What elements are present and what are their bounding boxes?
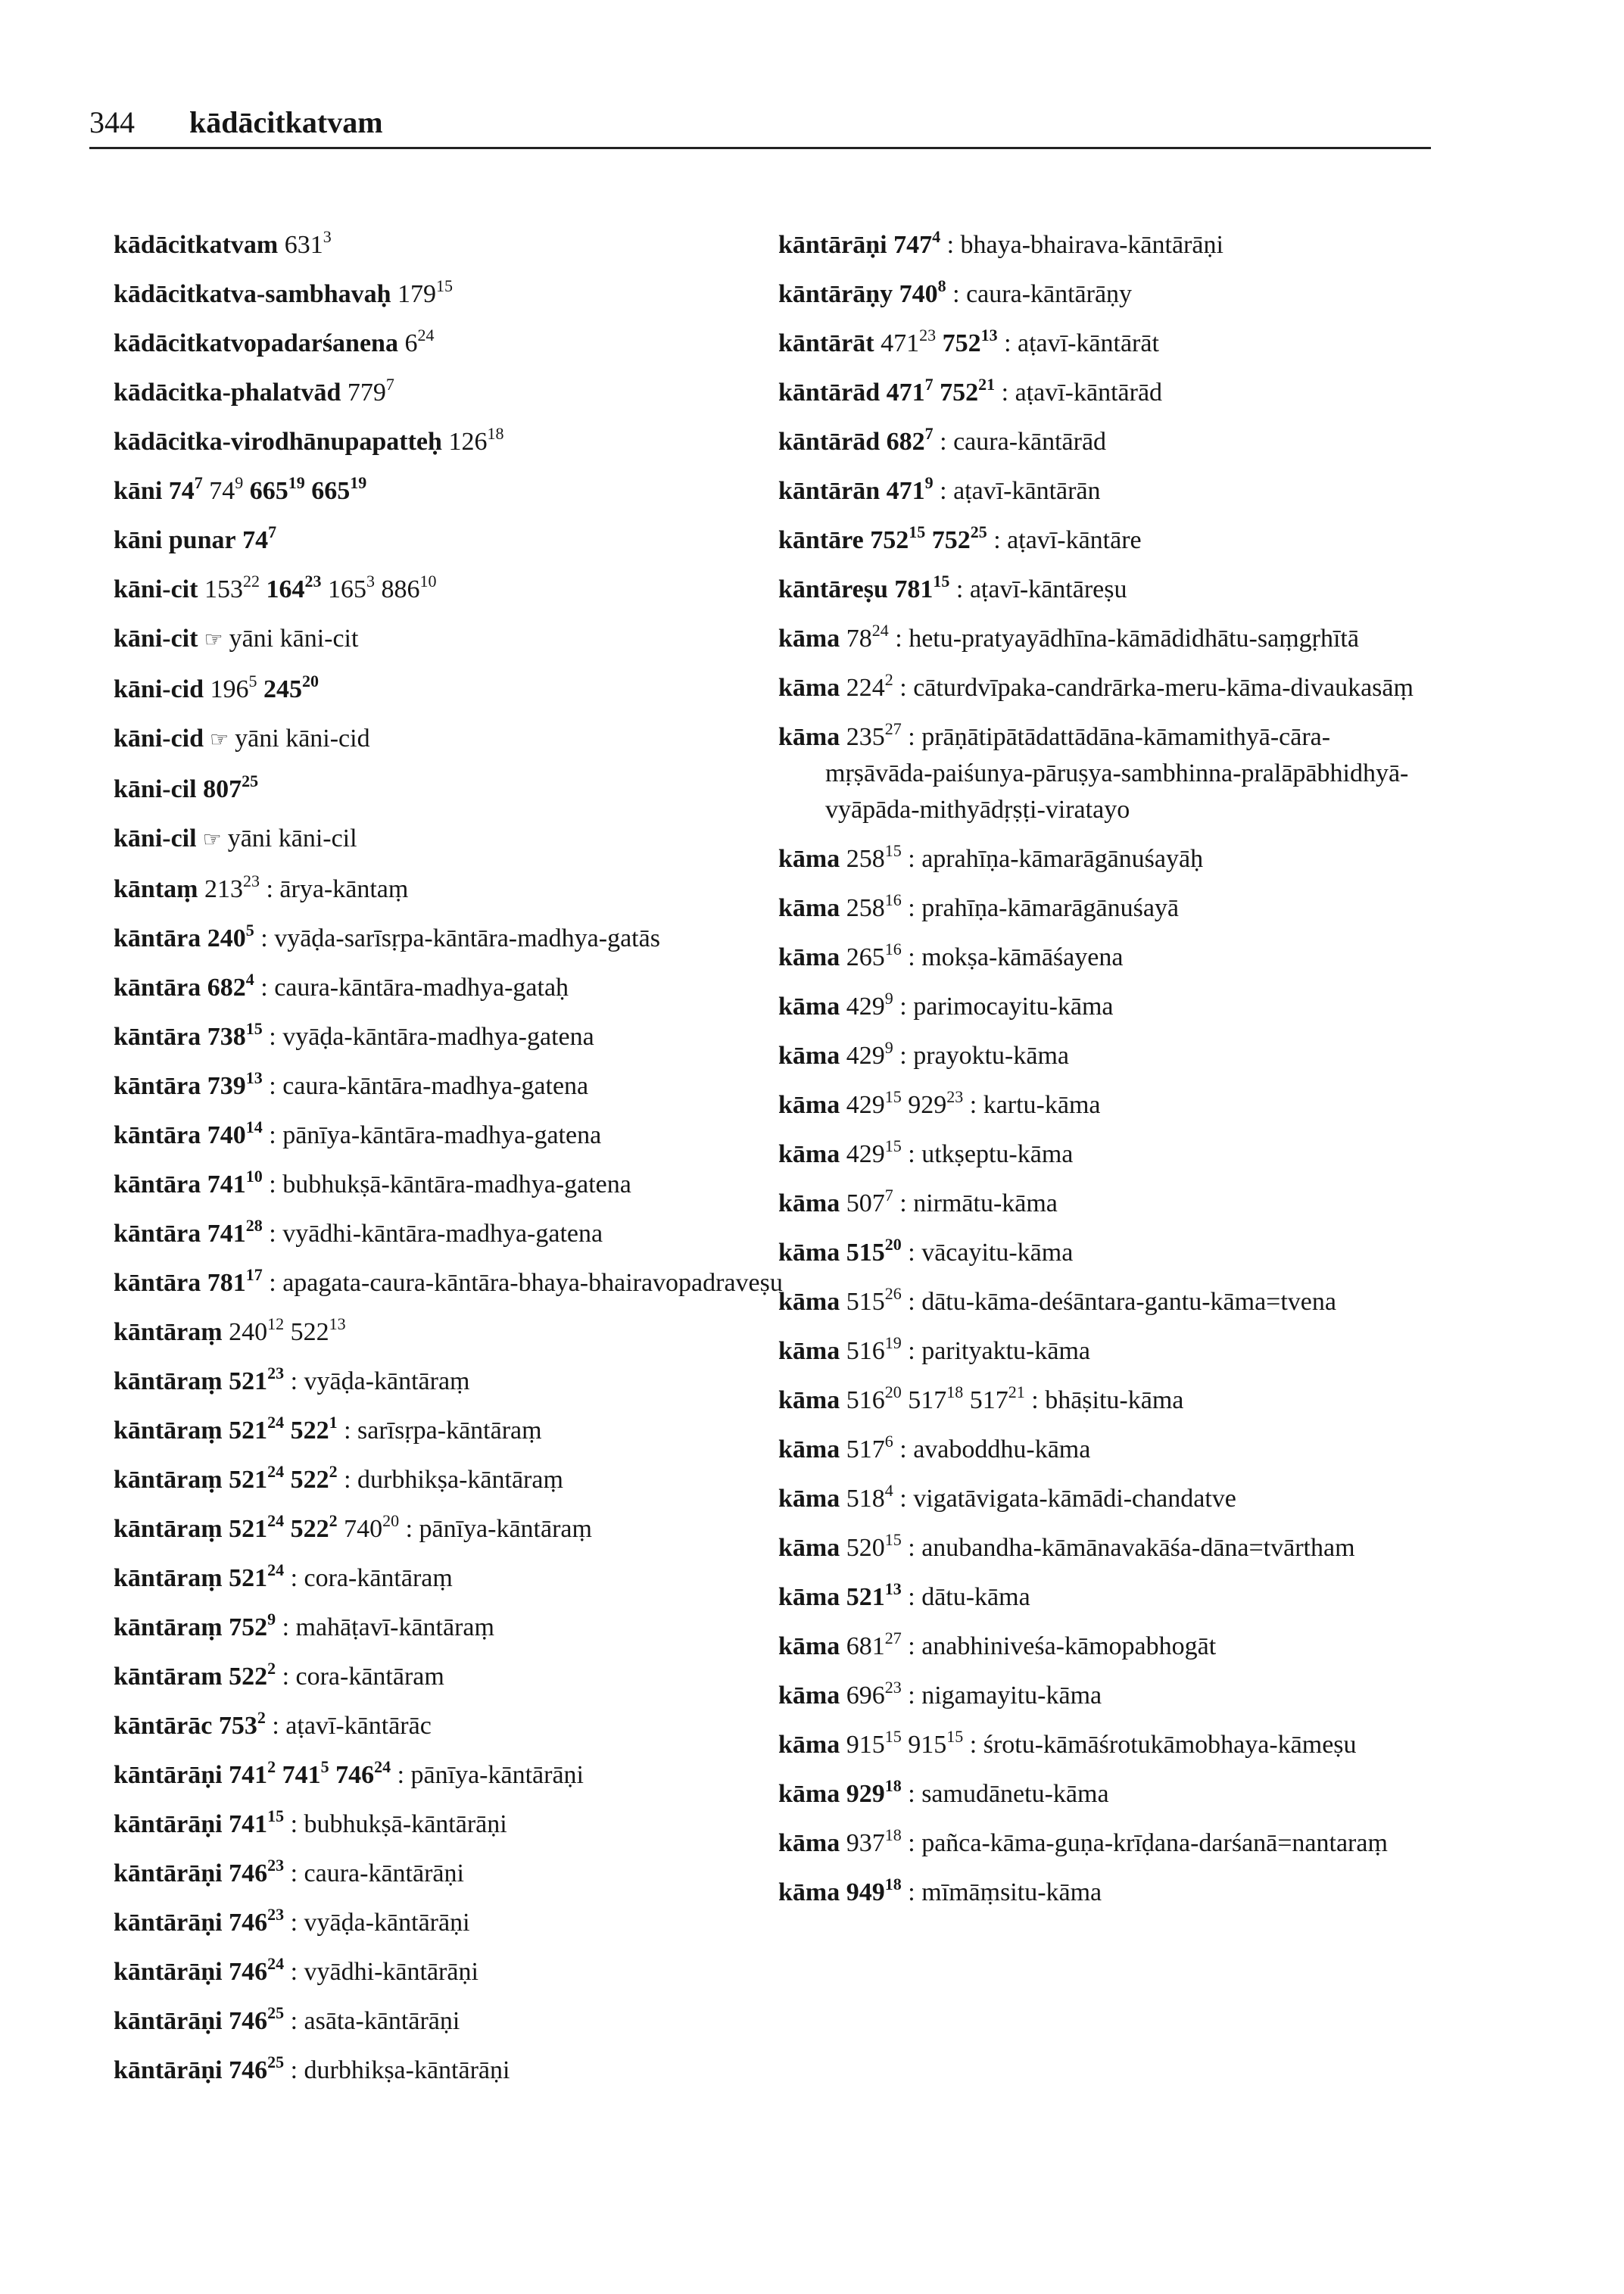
entry-headword: kāma [778,1337,840,1365]
entry-headword: kāma [778,894,840,922]
entry-gloss: vyāḍa-sarīsṛpa-kāntāra-madhya-gatās [274,924,660,952]
entry-headword: kāntāra [114,1170,201,1198]
index-entry: kāntārāṇi $746^{25}$ : durbhikṣa-kāntārāṇi [114,2052,510,2084]
entry-page-references: $429^9$ [846,1038,893,1070]
index-entry [114,276,787,313]
index-entry: kāma $696^{23}$ : nigamayitu-kāma [778,1678,1102,1710]
entry-gloss: mahāṭavī-kāntāraṃ [295,1613,494,1641]
entry-headword: kāntārāṇi [778,231,887,259]
entry-headword: kāntāra [114,1220,201,1248]
index-entry [114,672,787,708]
entry-gloss: aṭavī-kāntārāc [285,1712,432,1740]
entry-gloss: anabhiniveśa-kāmopabhogāt [921,1632,1217,1660]
index-entry: kāntaṃ $213^{23}$ : ārya-kāntaṃ [114,871,409,903]
entry-headword: kāma [778,1042,840,1070]
entry-gloss: cora-kāntāram [295,1663,444,1691]
entry-gloss: aṭavī-kāntāre [1007,526,1142,554]
entry-headword: kāma [778,1682,840,1710]
index-entry [114,473,787,510]
entry-headword: kāma [778,1485,840,1513]
entry-page-references: $781^{15}$ [894,572,950,603]
entry-gloss: prayoktu-kāma [913,1042,1069,1070]
entry-page-references: $741^{28}$ [207,1216,263,1248]
entry-gloss: aprahīṇa-kāmarāgānuśayāḥ [921,845,1204,873]
index-entry: kāntāra $240^5$ : vyāḍa-sarīsṛpa-kāntāra-madhya-gatās [114,921,660,952]
entry-headword: kāntaṃ [114,875,198,903]
entry-page-references: $521^{24}$ $522^2$ [229,1462,338,1494]
entry-headword: kāma [778,1435,840,1463]
entry-gloss: nirmātu-kāma [913,1189,1058,1217]
entry-page-references: $224^2$ [846,670,893,702]
entry-headword: kāntāram [114,1663,223,1691]
entry-gloss: śrotu-kāmāśrotukāmobhaya-kāmeṣu [983,1731,1357,1759]
index-entry [114,771,787,808]
entry-headword: kāntāra [114,1269,201,1297]
entry-gloss: dātu-kāma-deśāntara-gantu-kāma=tvena [921,1288,1336,1316]
index-entry [114,1314,787,1351]
entry-gloss: vyāḍa-kāntārāṇi [304,1909,470,1937]
entry-gloss: anubandha-kāmānavakāśa-dāna=tvārtham [921,1534,1355,1562]
entry-headword: kāma [778,1386,840,1414]
entry-page-references: $240^{12}$ $522^{13}$ [229,1314,346,1346]
entry-headword: kāntāraṃ [114,1367,223,1395]
entry-gloss: mokṣa-kāmāśayena [921,943,1124,971]
entry-page-references: $521^{23}$ [229,1364,285,1395]
index-entry: kāma $515^{20}$ : vācayitu-kāma [778,1235,1074,1267]
cross-reference: yāni kāni-cil [227,824,357,852]
entry-headword: kāni-cit [114,575,198,603]
entry-gloss: dātu-kāma [921,1583,1030,1611]
index-entry: kāma $681^{27}$ : anabhiniveśa-kāmopabhogāt [778,1629,1217,1660]
index-entry: kāntārāṇi $741^{15}$ : bubhukṣā-kāntārāṇi [114,1806,507,1838]
entry-headword: kāma [778,1780,840,1808]
entry-page-references: $126^{18}$ [448,424,504,456]
entry-headword: kāma [778,1534,840,1562]
index-entry: kāma $915^{15}$ $915^{15}$ : śrotu-kāmāśrotukāmobhaya-kāmeṣu [778,1727,1357,1759]
entry-gloss: bhaya-bhairava-kāntārāṇi [960,231,1223,259]
entry-page-references: $807^{25}$ [203,771,259,803]
index-entry: kāntāraṃ $752^9$ : mahāṭavī-kāntāraṃ [114,1610,494,1641]
entry-page-references: $741^{15}$ [229,1806,285,1838]
entry-headword: kāma [778,943,840,971]
index-entry: kāma $516^{19}$ : parityaktu-kāma [778,1333,1090,1365]
entry-page-references: $265^{16}$ [846,940,902,971]
entry-headword: kāma [778,1140,840,1168]
entry-headword: kāntāra [114,1121,201,1149]
entry-gloss: durbhikṣa-kāntārāṇi [304,2056,510,2084]
index-entry: kāntārān $471^9$ : aṭavī-kāntārān [778,473,1101,505]
entry-page-references: $740^{14}$ [207,1117,263,1149]
entry-gloss: vācayitu-kāma [921,1239,1074,1267]
entry-headword: kāntāra [114,1023,201,1051]
index-entry: kāma $517^6$ : avaboddhu-kāma [778,1432,1091,1463]
entry-headword: kāntārāṇy [778,280,893,308]
entry-headword: kāntāreṣu [778,575,888,603]
index-column-left [114,227,787,2102]
entry-page-references: $696^{23}$ [846,1678,902,1710]
entry-headword: kāntārād [778,428,881,456]
entry-page-references: $682^4$ [207,970,254,1002]
entry-page-references: $74^7$ [242,522,277,554]
entry-headword: kāntāra [114,974,201,1002]
index-entry: kāntāraṃ $521^{24}$ $522^2$ $740^{20}$ : pānīya-kāntāraṃ [114,1511,592,1543]
entry-headword: kādācitka-virodhānupapatteḥ [114,428,442,456]
pointing-hand-icon: ☞ [210,728,229,752]
index-entry: kāma $78^{24}$ : hetu-pratyayādhīna-kāmādidhātu-saṃgṛhītā [778,621,1359,653]
entry-headword: kāni punar [114,526,236,554]
entry-headword: kāma [778,1288,840,1316]
index-entry: kāntāra $781^{17}$ : apagata-caura-kāntāra-bhaya-bhairavopadraveṣu [114,1265,783,1297]
index-entry: kāma $265^{16}$ : mokṣa-kāmāśayena [778,940,1124,971]
entry-page-references: $471^7$ $752^{21}$ [886,375,996,407]
entry-page-references: $235^{27}$ [846,719,902,751]
index-entry: kāma $515^{26}$ : dātu-kāma-deśāntara-gantu-kāma=tvena [778,1284,1336,1316]
index-entry [114,621,787,659]
entry-headword: kādācitkatvopadarśanena [114,329,398,357]
entry-page-references: $179^{15}$ [397,276,454,308]
entry-headword: kāni [114,477,163,505]
entry-page-references: $741^2$ $741^5$ $746^{24}$ [229,1757,391,1789]
index-entry: kāntārāṇi $746^{24}$ : vyādhi-kāntārāṇi [114,1954,478,1986]
entry-page-references: $516^{20}$ $517^{18}$ $517^{21}$ [846,1382,1025,1414]
entry-headword: kādācitkatva-sambhavaḥ [114,280,391,308]
entry-headword: kāma [778,723,840,751]
entry-headword: kāntārāṇi [114,2007,223,2035]
index-entry: kāntāraṃ $521^{24}$ : cora-kāntāraṃ [114,1560,453,1592]
entry-headword: kāma [778,993,840,1021]
entry-page-references: $74^7$ $74^9$ $665^{19}$ $665^{19}$ [168,473,367,505]
entry-gloss: bubhukṣā-kāntārāṇi [304,1810,507,1838]
index-entry: kāma $429^9$ : parimocayitu-kāma [778,989,1114,1021]
entry-gloss: caura-kāntāra-madhya-gataḥ [274,974,569,1002]
entry-page-references: $153^{22}$ $164^{23}$ $165^3$ $886^{10}$ [204,572,437,603]
entry-gloss: asāta-kāntārāṇi [304,2007,460,2035]
entry-page-references: $515^{20}$ [846,1235,902,1267]
entry-headword: kāni-cil [114,775,197,803]
entry-page-references: $746^{23}$ [229,1905,285,1937]
index-entry: kāntārāṇi $746^{25}$ : asāta-kāntārāṇi [114,2003,460,2035]
entry-page-references: $507^7$ [846,1186,893,1217]
entry-headword: kāma [778,845,840,873]
page-number: 344 [89,105,135,139]
entry-page-references: $515^{26}$ [846,1284,902,1316]
entry-headword: kāma [778,1091,840,1119]
index-entry: kāma $235^{27}$ : prāṇātipātādattādāna-kāmamithyā-cāra-mṛṣāvāda-paiśunya-pāruṣya-sambhinna-pralāpābhidhyā-vyāpāda-mithyādṛṣṭi-viratayo [778,719,1409,824]
entry-gloss: mīmāṃsitu-kāma [921,1878,1102,1906]
entry-headword: kāntāraṃ [114,1318,223,1346]
index-entry [114,227,787,263]
index-entry: kāntārāṇy $740^8$ : caura-kāntārāṇy [778,276,1133,308]
entry-headword: kāma [778,1189,840,1217]
entry-headword: kāntāraṃ [114,1564,223,1592]
entry-gloss: sarīsṛpa-kāntāraṃ [357,1417,542,1445]
entry-headword: kāntārāṇi [114,1810,223,1838]
running-head-title: kādācitkatvam [189,105,383,139]
index-entry [114,721,787,759]
index-entry: kāma $937^{18}$ : pañca-kāma-guṇa-krīḍana-darśanā=nantaraṃ [778,1825,1388,1857]
index-entry [114,424,787,460]
entry-page-references: $746^{25}$ [229,2003,285,2035]
entry-gloss: vigatāvigata-kāmādi-chandatve [913,1485,1236,1513]
index-entry: kāntārāt $471^{23}$ $752^{13}$ : aṭavī-kāntārāt [778,326,1159,357]
entry-gloss: apagata-caura-kāntāra-bhaya-bhairavopadraveṣu [282,1269,783,1297]
entry-headword: kāntāra [114,1072,201,1100]
entry-page-references: $516^{19}$ [846,1333,902,1365]
entry-page-references: $518^4$ [846,1481,893,1513]
index-entry: kāma $429^{15}$ : utkṣeptu-kāma [778,1136,1074,1168]
entry-page-references: $739^{13}$ [207,1068,263,1100]
entry-gloss: avaboddhu-kāma [913,1435,1091,1463]
entry-gloss: nigamayitu-kāma [921,1682,1102,1710]
running-header [89,104,1431,149]
entry-gloss: pānīya-kāntāra-madhya-gatena [282,1121,602,1149]
index-entry: kāma $949^{18}$ : mīmāṃsitu-kāma [778,1875,1102,1906]
entry-gloss: caura-kāntārāṇi [304,1859,464,1887]
index-entry [114,375,787,411]
entry-headword: kāntārāṇi [114,1859,223,1887]
entry-headword: kāni-cid [114,725,204,753]
entry-gloss: bhāṣitu-kāma [1045,1386,1184,1414]
index-entry: kāma $429^9$ : prayoktu-kāma [778,1038,1069,1070]
entry-page-references: $6^{24}$ [404,326,435,357]
entry-page-references: $471^9$ [886,473,934,505]
index-entry: kāntārāṇi $747^4$ : bhaya-bhairava-kāntārāṇi [778,227,1223,259]
entry-gloss: parimocayitu-kāma [913,993,1114,1021]
entry-page-references: $746^{25}$ [229,2052,285,2084]
entry-gloss: aṭavī-kāntārād [1015,379,1163,407]
entry-page-references: $521^{24}$ $522^1$ [229,1413,338,1445]
index-entry: kāma $518^4$ : vigatāvigata-kāmādi-chandatve [778,1481,1236,1513]
index-entry: kāntārād $682^7$ : caura-kāntārād [778,424,1107,456]
entry-page-references: $429^{15}$ [846,1136,902,1168]
index-entry: kāma $929^{18}$ : samudānetu-kāma [778,1776,1109,1808]
index-entry: kāntārāṇi $746^{23}$ : caura-kāntārāṇi [114,1856,464,1887]
entry-page-references: $240^5$ [207,921,254,952]
index-column-right [778,227,1431,1924]
entry-headword: kāntāraṃ [114,1417,223,1445]
entry-gloss: caura-kāntāra-madhya-gatena [282,1072,589,1100]
entry-headword: kāntārāṇi [114,1958,223,1986]
index-entry: kāntāre $752^{15}$ $752^{25}$ : aṭavī-kāntāre [778,522,1142,554]
entry-gloss: parityaktu-kāma [921,1337,1090,1365]
index-entry: kāntāra $739^{13}$ : caura-kāntāra-madhya-gatena [114,1068,589,1100]
entry-gloss: hetu-pratyayādhīna-kāmādidhātu-saṃgṛhītā [909,625,1359,653]
entry-gloss: cora-kāntāraṃ [304,1564,453,1592]
entry-page-references: $521^{13}$ [846,1579,902,1611]
entry-page-references: $196^5$ $245^{20}$ [210,672,320,703]
index-entry: kāntāra $741^{28}$ : vyādhi-kāntāra-madhya-gatena [114,1216,603,1248]
entry-headword: kāntāraṃ [114,1515,223,1543]
entry-gloss: utkṣeptu-kāma [921,1140,1074,1168]
index-entry: kāntāraṃ $521^{24}$ $522^2$ : durbhikṣa-kāntāraṃ [114,1462,563,1494]
entry-headword: kāni-cid [114,675,204,703]
entry-gloss: ārya-kāntaṃ [279,875,409,903]
entry-page-references: $949^{18}$ [846,1875,902,1906]
entry-page-references: $78^{24}$ [846,621,889,653]
entry-gloss: pānīya-kāntārāṇi [410,1761,584,1789]
entry-page-references: $740^8$ [899,276,946,308]
entry-page-references: $779^7$ [347,375,394,407]
entry-page-references: $631^3$ [284,227,332,259]
entry-page-references: $681^{27}$ [846,1629,902,1660]
index-entry: kāma $520^{15}$ : anubandha-kāmānavakāśa-dāna=tvārtham [778,1530,1355,1562]
entry-headword: kāntāra [114,924,201,952]
entry-page-references: $929^{18}$ [846,1776,902,1808]
entry-headword: kāntārāc [114,1712,213,1740]
entry-gloss: prahīṇa-kāmarāgānuśayā [921,894,1180,922]
entry-page-references: $521^{24}$ [229,1560,285,1592]
entry-gloss: pañca-kāma-guṇa-krīḍana-darśanā=nantaraṃ [921,1829,1388,1857]
entry-headword: kāma [778,1829,840,1857]
entry-gloss: pānīya-kāntāraṃ [419,1515,592,1543]
entry-gloss: vyādhi-kāntāra-madhya-gatena [282,1220,603,1248]
index-entry: kāntārāṇi $746^{23}$ : vyāḍa-kāntārāṇi [114,1905,470,1937]
cross-reference: yāni kāni-cit [229,625,359,653]
entry-gloss: kartu-kāma [983,1091,1101,1119]
entry-page-references: $752^{15}$ $752^{25}$ [870,522,987,554]
pointing-hand-icon: ☞ [204,628,223,652]
entry-gloss: prāṇātipātādattādāna-kāmamithyā-cāra-mṛṣāvāda-paiśunya-pāruṣya-sambhinna-pralāpābhidhyā-vyāpāda-mithyādṛṣṭi-viratayo [825,723,1409,824]
entry-headword: kāma [778,1632,840,1660]
entry-headword: kāma [778,1731,840,1759]
entry-gloss: bubhukṣā-kāntāra-madhya-gatena [282,1170,631,1198]
index-entry: kāma $507^7$ : nirmātu-kāma [778,1186,1058,1217]
entry-page-references: $937^{18}$ [846,1825,902,1857]
entry-page-references: $429^{15}$ $929^{23}$ [846,1087,964,1119]
index-entry: kāma $516^{20}$ $517^{18}$ $517^{21}$ : bhāṣitu-kāma [778,1382,1184,1414]
index-entry: kāma $258^{15}$ : aprahīṇa-kāmarāgānuśayāḥ [778,841,1204,873]
entry-gloss: vyādhi-kāntārāṇi [304,1958,478,1986]
entry-gloss: aṭavī-kāntārāt [1018,329,1159,357]
entry-page-references: $752^9$ [229,1610,276,1641]
entry-headword: kāntārāṇi [114,2056,223,2084]
index-entry: kāntāra $682^4$ : caura-kāntāra-madhya-gataḥ [114,970,569,1002]
entry-page-references: $258^{16}$ [846,890,902,922]
index-entry [114,572,787,608]
entry-headword: kāntāre [778,526,864,554]
entry-page-references: $682^7$ [886,424,934,456]
entry-headword: kāntāraṃ [114,1613,223,1641]
entry-page-references: $520^{15}$ [846,1530,902,1562]
entry-headword: kādācitka-phalatvād [114,379,341,407]
entry-headword: kāntārān [778,477,881,505]
index-entry [114,326,787,362]
entry-headword: kāma [778,674,840,702]
index-entry: kāma $429^{15}$ $929^{23}$ : kartu-kāma [778,1087,1101,1119]
index-entry: kāntāraṃ $521^{23}$ : vyāḍa-kāntāraṃ [114,1364,470,1395]
entry-page-references: $753^2$ [218,1708,266,1740]
entry-gloss: aṭavī-kāntārān [953,477,1101,505]
entry-page-references: $258^{15}$ [846,841,902,873]
index-entry: kāma $224^2$ : cāturdvīpaka-candrārka-meru-kāma-divaukasāṃ [778,670,1414,702]
entry-headword: kāntāraṃ [114,1466,223,1494]
entry-page-references: $522^2$ [229,1659,276,1691]
index-entry: kāntārāc $753^2$ : aṭavī-kāntārāc [114,1708,432,1740]
index-entry: kāntāraṃ $521^{24}$ $522^1$ : sarīsṛpa-kāntāraṃ [114,1413,542,1445]
index-entry: kāma $258^{16}$ : prahīṇa-kāmarāgānuśayā [778,890,1180,922]
entry-headword: kāntārāt [778,329,874,357]
index-entry: kāntārād $471^7$ $752^{21}$ : aṭavī-kāntārād [778,375,1163,407]
entry-gloss: durbhikṣa-kāntāraṃ [357,1466,563,1494]
entry-page-references: $746^{23}$ [229,1856,285,1887]
entry-headword: kāni-cit [114,625,198,653]
entry-headword: kāma [778,1583,840,1611]
entry-gloss: caura-kāntārād [953,428,1107,456]
entry-page-references: $213^{23}$ [204,871,260,903]
index-entry: kāntārāṇi $741^2$ $741^5$ $746^{24}$ : pānīya-kāntārāṇi [114,1757,584,1789]
entry-gloss: cāturdvīpaka-candrārka-meru-kāma-divaukasāṃ [913,674,1414,702]
entry-page-references: $747^4$ [893,227,941,259]
entry-headword: kāntārād [778,379,881,407]
entry-gloss: samudānetu-kāma [921,1780,1109,1808]
entry-gloss: aṭavī-kāntāreṣu [969,575,1127,603]
entry-headword: kāntārāṇi [114,1909,223,1937]
entry-page-references: $521^{24}$ $522^2$ $740^{20}$ [229,1511,400,1543]
entry-gloss: caura-kāntārāṇy [966,280,1133,308]
pointing-hand-icon: ☞ [202,828,222,852]
entry-page-references: $738^{15}$ [207,1019,263,1051]
entry-page-references: $915^{15}$ $915^{15}$ [846,1727,964,1759]
cross-reference: yāni kāni-cid [235,725,370,753]
entry-headword: kāma [778,1878,840,1906]
index-entry: kāntāreṣu $781^{15}$ : aṭavī-kāntāreṣu [778,572,1127,603]
entry-page-references: $517^6$ [846,1432,893,1463]
entry-page-references: $429^9$ [846,989,893,1021]
entry-gloss: vyāḍa-kāntāraṃ [304,1367,470,1395]
entry-page-references: $471^{23}$ $752^{13}$ [881,326,998,357]
index-entry: kāntāra $741^{10}$ : bubhukṣā-kāntāra-madhya-gatena [114,1167,631,1198]
index-entry [114,821,787,859]
entry-page-references: $746^{24}$ [229,1954,285,1986]
index-entry: kāntāra $738^{15}$ : vyāḍa-kāntāra-madhya-gatena [114,1019,594,1051]
entry-headword: kāma [778,625,840,653]
index-entry: kāntāra $740^{14}$ : pānīya-kāntāra-madhya-gatena [114,1117,602,1149]
entry-headword: kādācitkatvam [114,231,279,259]
entry-headword: kāni-cil [114,824,197,852]
entry-gloss: vyāḍa-kāntāra-madhya-gatena [282,1023,594,1051]
index-entry [114,522,787,559]
entry-page-references: $741^{10}$ [207,1167,263,1198]
entry-page-references: $781^{17}$ [207,1265,263,1297]
entry-headword: kāntārāṇi [114,1761,223,1789]
index-entry: kāma $521^{13}$ : dātu-kāma [778,1579,1030,1611]
entry-headword: kāma [778,1239,840,1267]
index-entry: kāntāram $522^2$ : cora-kāntāram [114,1659,444,1691]
